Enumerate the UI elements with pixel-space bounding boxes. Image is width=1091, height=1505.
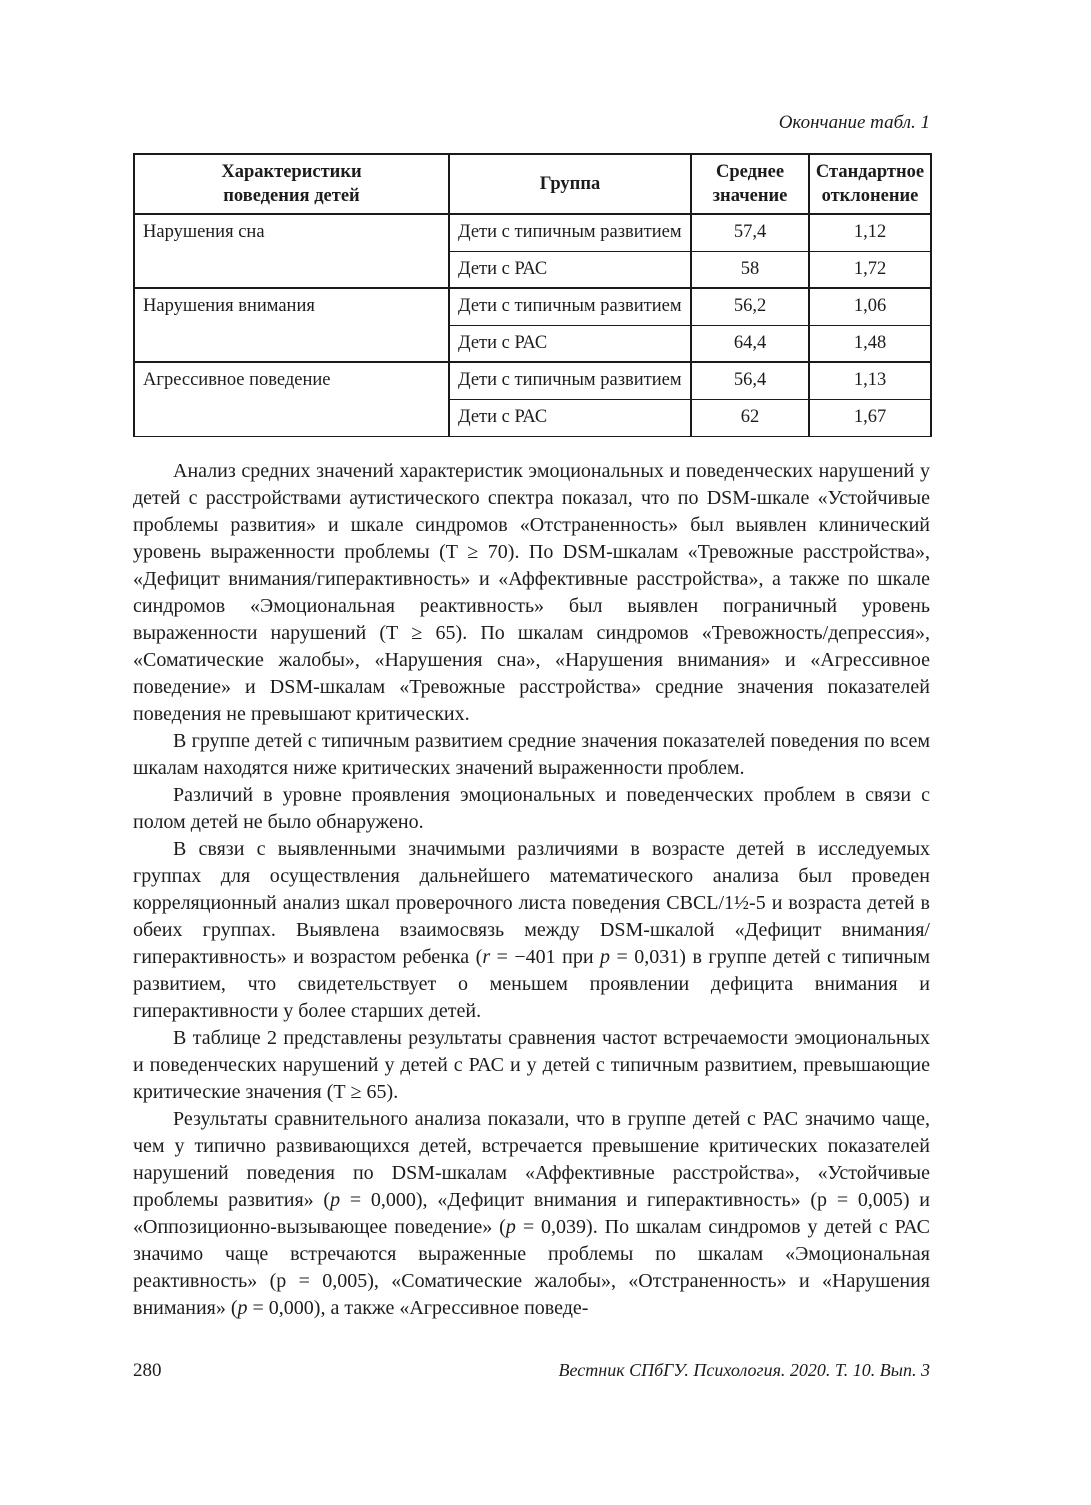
- characteristic-cell: Агрессивное поведение: [134, 362, 449, 436]
- journal-citation: Вестник СПбГУ. Психология. 2020. Т. 10. Вып. 3: [558, 1360, 930, 1380]
- sd-cell: 1,13: [809, 362, 931, 399]
- group-cell: Дети с РАС: [449, 325, 691, 362]
- paragraph: В группе детей с типичным развитием средние значения показателей поведения по всем шкалам находятся ниже критических значений выраженности проблем.: [133, 729, 930, 779]
- behavior-characteristics-table: [133, 153, 932, 437]
- page-number: 280: [133, 1360, 162, 1381]
- article-body: [133, 458, 930, 1322]
- mean-cell: 58: [691, 251, 809, 288]
- mean-cell: 62: [691, 399, 809, 436]
- page-content: [133, 0, 930, 1322]
- paragraph: Анализ средних значений характеристик эмоциональных и поведенческих нарушений у детей с расстройствами аутистического спектра показал, что по DSM-шкале «Устойчивые проблемы развития» и шкале синдромов «Отстраненность» был выявлен клинический уровень выраженности проблемы (Т ≥ 70). По DSM-шкалам «Тревожные расстройства», «Дефицит внимания/гиперактивность» и «Аффективные расстройства», а также по шкале синдромов «Эмоциональная реактивность» был выявлен пограничный уровень выраженности нарушений (Т ≥ 65). По шкалам синдромов «Тревожность/депрессия», «Соматические жалобы», «Нарушения сна», «Нарушения внимания» и «Агрессивное поведение» и DSM-шкалам «Тревожные расстройства» средние значения показателей поведения не превышают критических.: [133, 459, 930, 725]
- header-sd: Стандартное отклонение: [809, 154, 931, 214]
- paragraph: Результаты сравнительного анализа показали, что в группе детей с РАС значимо чаще, чем у типично развивающихся детей, встречается превышение критических показателей нарушений поведения по DSM-шкалам «Аффективные расстройства», «Устойчивые проблемы развития» (p = 0,000), «Дефицит внимания и гиперактивность» (р = 0,005) и «Оппозиционно-вызывающее поведение» (p = 0,039). По шкалам синдромов у детей с РАС значимо чаще встречаются выраженные проблемы по шкалам «Эмоциональная реактивность» (р = 0,005), «Соматические жалобы», «Отстраненность» и «Нарушения внимания» (p = 0,000), а также «Агрессивное поведе-: [133, 1107, 931, 1319]
- sd-cell: 1,67: [809, 399, 931, 436]
- sd-cell: 1,06: [809, 288, 931, 325]
- group-cell: Дети с РАС: [449, 251, 691, 288]
- table-body: [134, 214, 931, 436]
- paragraph: В связи с выявленными значимыми различиями в возрасте детей в исследуемых группах для осуществления дальнейшего математического анализа был проведен корреляционный анализ шкал проверочного листа поведения CBCL/1½-5 и возраста детей в обеих группах. Выявлена взаимосвязь между DSM-шкалой «Дефицит внимания/гиперактивность» и возрастом ребенка (r = −401 при p = 0,031) в группе детей с типичным развитием, что свидетельствует о меньшем проявлении дефицита внимания и гиперактивности у более старших детей.: [133, 837, 931, 1022]
- characteristic-cell: Нарушения сна: [134, 214, 449, 288]
- paragraph: Различий в уровне проявления эмоциональных и поведенческих проблем в связи с полом детей не было обнаружено.: [133, 783, 930, 833]
- group-cell: Дети с типичным развитием: [449, 362, 691, 399]
- mean-cell: 56,4: [691, 362, 809, 399]
- table-continuation-caption: Окончание табл. 1: [778, 112, 930, 133]
- sd-cell: 1,48: [809, 325, 931, 362]
- page-footer: [133, 1360, 930, 1382]
- table-header: [134, 154, 931, 214]
- header-characteristics: Характеристики поведения детей: [134, 154, 449, 214]
- mean-cell: 57,4: [691, 214, 809, 251]
- group-cell: Дети с типичным развитием: [449, 214, 691, 251]
- mean-cell: 56,2: [691, 288, 809, 325]
- group-cell: Дети с РАС: [449, 399, 691, 436]
- header-group: Группа: [449, 154, 691, 214]
- table-row: [134, 288, 931, 325]
- paragraph: В таблице 2 представлены результаты сравнения частот встречаемости эмоциональных и поведенческих нарушений у детей с РАС и у детей с типичным развитием, превышающие критические значения (Т ≥ 65).: [133, 1026, 930, 1103]
- table-header-row: [134, 154, 931, 214]
- characteristic-cell: Нарушения внимания: [134, 288, 449, 362]
- mean-cell: 64,4: [691, 325, 809, 362]
- header-mean: Среднее значение: [691, 154, 809, 214]
- sd-cell: 1,12: [809, 214, 931, 251]
- table-row: [134, 214, 931, 251]
- table-row: [134, 362, 931, 399]
- group-cell: Дети с типичным развитием: [449, 288, 691, 325]
- sd-cell: 1,72: [809, 251, 931, 288]
